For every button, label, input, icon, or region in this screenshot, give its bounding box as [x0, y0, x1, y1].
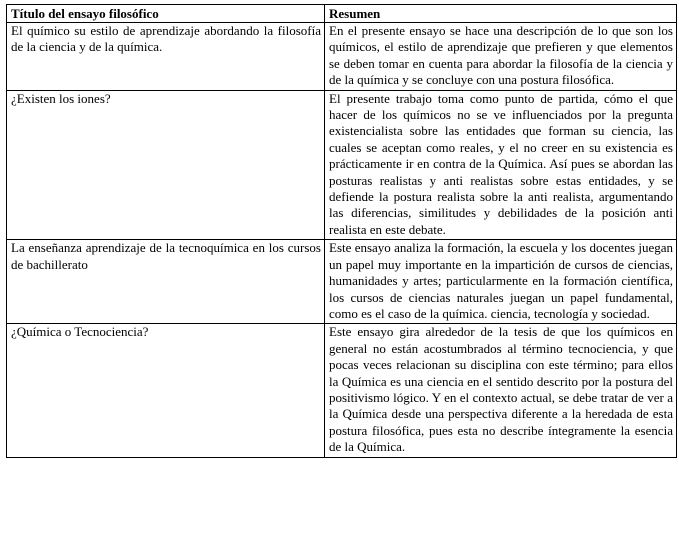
essay-title-cell: La enseñanza aprendizaje de la tecnoquímica en los cursos de bachillerato [7, 240, 325, 324]
header-summary: Resumen [325, 5, 677, 23]
essay-summary-cell: En el presente ensayo se hace una descripción de lo que son los químicos, el estilo de aprendizaje que prefieren y que elementos se deben tomar en cuenta para abordar la filosofía de la ciencia y de la química y se concluye con una postura filosófica. [325, 23, 677, 91]
header-essay-title: Título del ensayo filosófico [7, 5, 325, 23]
essay-title-cell: El químico su estilo de aprendizaje abordando la filosofía de la ciencia y de la química. [7, 23, 325, 91]
essay-summary-table [6, 4, 677, 458]
table-row [7, 240, 677, 324]
essay-summary-cell: El presente trabajo toma como punto de partida, cómo el que hacer de los químicos no se ve influenciados por la pregunta existencialista sobre las entidades que forman su ciencia, las cuales se aceptan como reales, y el no creer en su existencia es prácticamente ir en contra de la Química. Así pues se abordan las posturas realistas y anti realistas sobre estas entidades, y se defiende la postura realista sobre la anti realista, argumentando las diferencias, similitudes y debilidades de la posición anti realista en este debate. [325, 90, 677, 240]
essay-summary-cell: Este ensayo analiza la formación, la escuela y los docentes juegan un papel muy importante en la impartición de cursos de ciencias, humanidades y artes; particularmente en la formación científica, los cursos de ciencias naturales juegan un papel fundamental, como es el caso de la química. ciencia, tecnología y sociedad. [325, 240, 677, 324]
essay-summary-cell: Este ensayo gira alrededor de la tesis de que los químicos en general no están acostumbrados al término tecnociencia, y que pocas veces relacionan su disciplina con este término; para ellos la Química es una ciencia en el sentido descrito por la postura del positivismo lógico. Y en el contexto actual, se debe tratar de ver a la Química desde una perspectiva diferente a la heredada de esta postura filosófica, pues esta no describe íntegramente la esencia de la Química. [325, 324, 677, 457]
essay-title-cell: ¿Existen los iones? [7, 90, 325, 240]
table-header-row [7, 5, 677, 23]
table-row [7, 90, 677, 240]
essay-title-cell: ¿Química o Tecnociencia? [7, 324, 325, 457]
table-row [7, 23, 677, 91]
table-row [7, 324, 677, 457]
